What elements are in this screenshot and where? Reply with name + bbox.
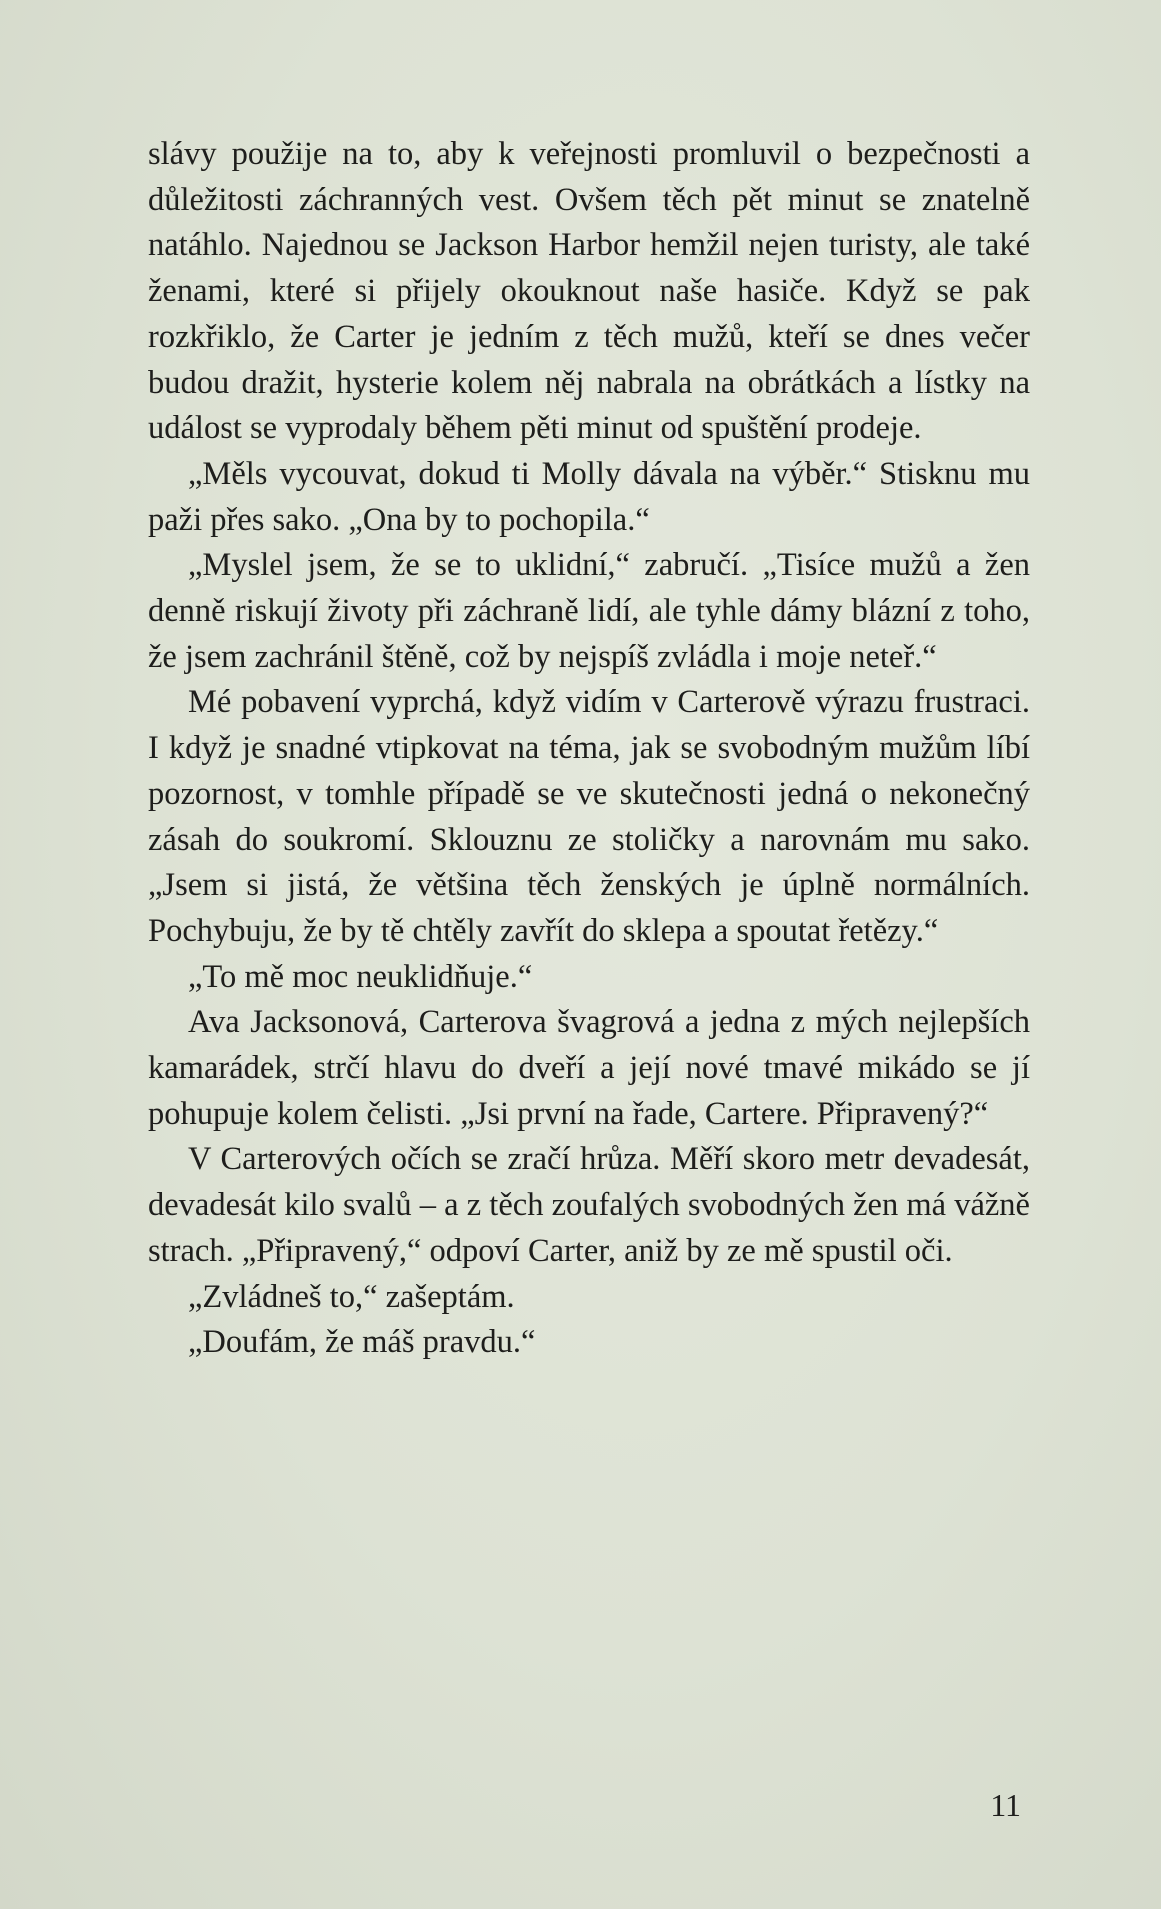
page-number: 11 — [990, 1787, 1021, 1823]
paragraph-2: „Měls vycouvat, dokud ti Molly dávala na výběr.“ Stisknu mu paži přes sako. „Ona by to pochopila.“ — [148, 455, 1030, 538]
body-text — [148, 132, 1030, 1366]
paragraph-5: „To mě moc neuklidňuje.“ — [188, 958, 533, 995]
paragraph-7: V Carterových očích se zračí hrůza. Měří skoro metr devadesát, devadesát kilo svalů – a z těch zoufalých svobodných žen má vážně strach. „Připravený,“ odpoví Carter, aniž by ze mě spustil oči. — [148, 1141, 1030, 1269]
paragraph-4: Mé pobavení vyprchá, když vidím v Carterově výrazu frustraci. I když je snadné vtipkovat na téma, jak se svobodným mužům líbí pozornost, v tomhle případě se ve skutečnosti jedná o nekonečný zásah do soukromí. Sklouznu ze stoličky a narovnám mu sako. „Jsem si jistá, že většina těch ženských je úplně normálních. Pochybuju, že by tě chtěly zavřít do sklepa a spoutat řetězy.“ — [148, 684, 1030, 949]
paragraph-6: Ava Jacksonová, Carterova švagrová a jedna z mých nejlepších kamarádek, strčí hlavu do dveří a její nové tmavé mikádo se jí pohupuje kolem čelisti. „Jsi první na řade, Cartere. Připravený?“ — [148, 1004, 1030, 1132]
paragraph-9: „Doufám, že máš pravdu.“ — [188, 1324, 536, 1361]
paragraph-8: „Zvládneš to,“ zašeptám. — [188, 1278, 515, 1315]
paragraph-1: slávy použije na to, aby k veřejnosti promluvil o bezpečnosti a důležitosti záchranných vest. Ovšem těch pět minut se znatelně natáhlo. Najednou se Jackson Harbor hemžil nejen turisty, ale také ženami, které si přijely okouknout naše hasiče. Když se pak rozkřiklo, že Carter je jedním z těch mužů, kteří se dnes večer budou dražit, hysterie kolem něj nabrala na obrátkách a lístky na událost se vyprodaly během pěti minut od spuštění prodeje. — [148, 136, 1030, 447]
paragraph-3: „Myslel jsem, že se to uklidní,“ zabručí. „Tisíce mužů a žen denně riskují životy při záchraně lidí, ale tyhle dámy blázní z toho, že jsem zachránil štěně, což by nejspíš zvládla i moje neteř.“ — [148, 547, 1030, 675]
